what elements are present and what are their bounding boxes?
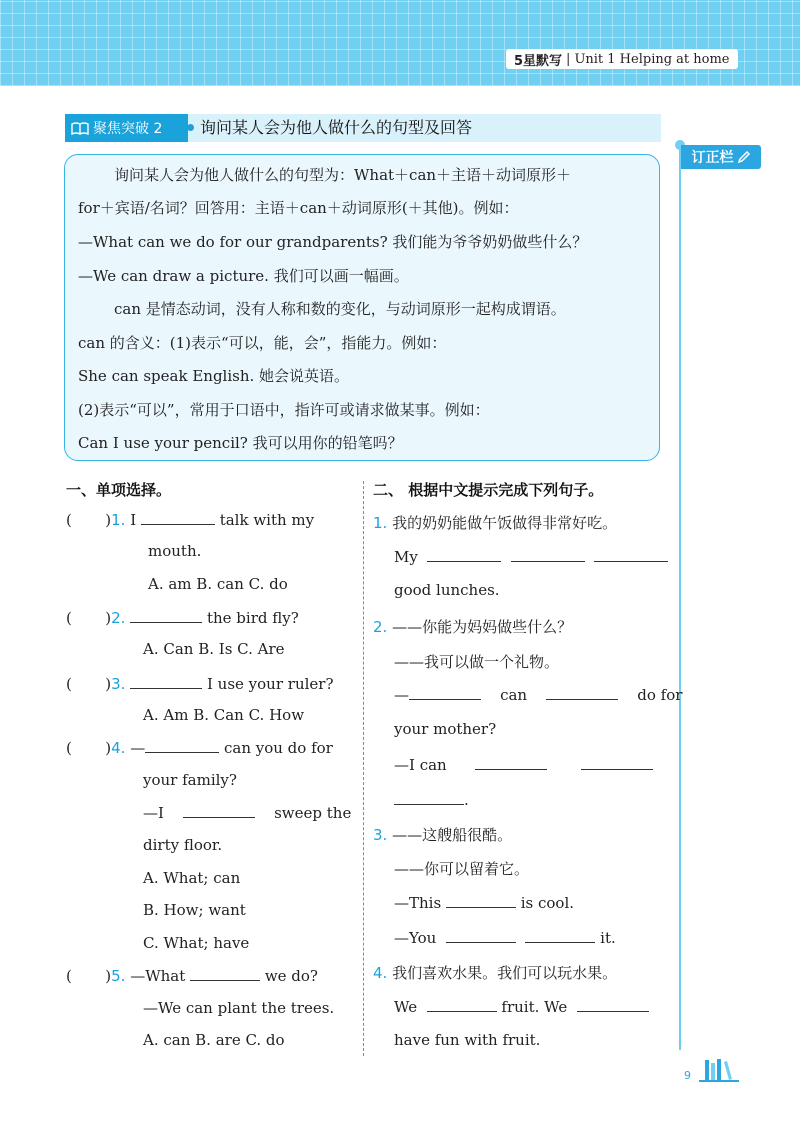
s2-q1-en-b: good lunches.	[394, 581, 500, 599]
q4-option-b: B. How; want	[143, 901, 246, 919]
s2-q4-en-a-row	[394, 997, 649, 1016]
q3-stem: I use your ruler?	[206, 675, 334, 693]
q5-number: 5.	[111, 967, 126, 985]
q5-stem-a: —What	[130, 967, 186, 985]
s2-q2-cn-b: ——我可以做一个礼物。	[394, 653, 560, 671]
answer-paren[interactable]: ( )	[66, 511, 112, 529]
q5-stem-b: we do?	[264, 967, 318, 985]
s2-q2-en-b: your mother?	[394, 720, 497, 738]
q2-stem: the bird fly?	[206, 609, 299, 627]
s2-q1-blank-2[interactable]	[511, 547, 585, 562]
q5-row	[66, 966, 318, 985]
correction-label: 订正栏	[691, 150, 734, 166]
answer-paren[interactable]: ( )	[66, 609, 112, 627]
q4-stem-c: your family?	[143, 771, 237, 789]
s2-q3-en-b-row	[394, 928, 616, 947]
s2-q2-blank-1[interactable]	[409, 685, 481, 700]
s2-q4-en-b: have fun with fruit.	[394, 1031, 541, 1049]
s2-q1-cn-row	[373, 512, 617, 533]
s2-q4-blank-2[interactable]	[577, 997, 649, 1012]
s2-q2-blank-2[interactable]	[546, 685, 618, 700]
s2-q3-cn-a: ——这艘船很酷。	[392, 826, 513, 844]
q5-blank[interactable]	[190, 966, 260, 981]
unit-title: Unit 1 Helping at home	[574, 51, 730, 67]
s2-q2-en-d-row	[394, 790, 469, 809]
q4-blank-1[interactable]	[145, 738, 219, 753]
s2-q2-en-row	[394, 685, 682, 704]
q4-stem-b: can you do for	[223, 739, 333, 757]
pencil-icon	[737, 150, 751, 164]
s2-q1-en-row	[394, 547, 668, 566]
s2-q2-en-c-row	[394, 755, 653, 774]
s2-q1-number: 1.	[373, 514, 388, 532]
header-tag	[506, 49, 738, 69]
header-separator: |	[566, 51, 571, 67]
q3-row	[66, 674, 334, 693]
q2-row	[66, 608, 299, 627]
s2-q2-blank-3[interactable]	[475, 755, 547, 770]
s2-q1-blank-3[interactable]	[594, 547, 668, 562]
s2-q2-blank-4[interactable]	[581, 755, 653, 770]
note-line-1: 询问某人会为他人做什么的句型为：What＋can＋主语＋动词原形＋	[114, 166, 572, 184]
focus-badge	[65, 114, 188, 142]
q2-blank[interactable]	[130, 608, 202, 623]
s2-q3-en-a1: —This	[394, 894, 442, 912]
page-number: 9	[684, 1069, 691, 1082]
note-line-4: —We can draw a picture. 我们可以画一幅画。	[78, 267, 409, 285]
s2-q3-cn-b: ——你可以留着它。	[394, 860, 530, 878]
note-line-8: (2)表示“可以”，常用于口语中，指许可或请求做某事。例如：	[78, 401, 490, 419]
s2-q3-number: 3.	[373, 826, 388, 844]
books-icon	[699, 1058, 739, 1082]
column-divider	[363, 481, 365, 1056]
s2-q3-en-b2: it.	[600, 929, 616, 947]
focus-dot	[187, 124, 194, 131]
s2-q1-blank-1[interactable]	[427, 547, 501, 562]
brand-label: 5星默写	[514, 53, 563, 69]
note-line-7: She can speak English. 她会说英语。	[78, 367, 350, 385]
focus-badge-label: 聚焦突破 2	[93, 121, 163, 137]
s2-q3-en-b1: —You	[394, 929, 437, 947]
s2-q3-cn-row	[373, 824, 512, 845]
q4-blank-2[interactable]	[183, 803, 255, 818]
q3-blank[interactable]	[130, 674, 202, 689]
s2-q2-period: .	[464, 791, 469, 809]
q4-row	[66, 738, 333, 757]
s2-q3-blank-3[interactable]	[525, 928, 595, 943]
note-line-2: for＋宾语/名词？回答用：主语＋can＋动词原形(＋其他)。例如：	[78, 199, 519, 217]
s2-q2-number: 2.	[373, 618, 388, 636]
correction-sidebar-line	[679, 140, 681, 1050]
q4-stem-e: dirty floor.	[143, 836, 223, 854]
q4-dialog-row	[143, 803, 351, 822]
q1-stem-c: mouth.	[148, 542, 202, 560]
s2-q2-en-a3: do for	[637, 686, 683, 704]
q1-options: A. am B. can C. do	[148, 575, 288, 593]
q2-options: A. Can B. Is C. Are	[143, 640, 285, 658]
answer-paren[interactable]: ( )	[66, 675, 112, 693]
q3-number: 3.	[111, 675, 126, 693]
s2-q3-blank-1[interactable]	[446, 893, 516, 908]
s2-q2-en-a2: can	[500, 686, 528, 704]
q3-options: A. Am B. Can C. How	[143, 706, 305, 724]
section2-title: 二、 根据中文提示完成下列句子。	[373, 481, 604, 499]
q4-stem-a: —	[130, 739, 146, 757]
q4-number: 4.	[111, 739, 126, 757]
note-line-5: can 是情态动词，没有人称和数的变化，与动词原形一起构成谓语。	[114, 300, 566, 318]
q2-number: 2.	[111, 609, 126, 627]
answer-paren[interactable]: ( )	[66, 739, 112, 757]
s2-q2-blank-5[interactable]	[394, 790, 464, 805]
note-line-6: can 的含义：(1)表示“可以，能，会”，指能力。例如：	[78, 334, 447, 352]
correction-tag	[681, 145, 761, 169]
q1-stem-b: talk with my	[219, 511, 315, 529]
s2-q4-blank-1[interactable]	[427, 997, 497, 1012]
section1-title: 一、单项选择。	[66, 481, 172, 499]
s2-q2-en-a1: —	[394, 686, 409, 704]
s2-q2-en-c: —I can	[394, 756, 447, 774]
s2-q4-cn-row	[373, 962, 617, 983]
s2-q2-cn-row	[373, 616, 572, 637]
answer-paren[interactable]: ( )	[66, 967, 112, 985]
q4-option-c: C. What; have	[143, 934, 250, 952]
s2-q4-en-a2: fruit. We	[501, 998, 568, 1016]
q1-number: 1.	[111, 511, 126, 529]
s2-q1-cn: 我的奶奶能做午饭做得非常好吃。	[392, 514, 618, 532]
s2-q4-en-a1: We	[394, 998, 418, 1016]
q4-stem-d2: sweep the	[274, 804, 352, 822]
q4-stem-d1: —I	[143, 804, 164, 822]
s2-q1-en-a: My	[394, 548, 418, 566]
book-icon	[71, 121, 89, 135]
s2-q3-en-a-row	[394, 893, 574, 912]
note-line-3: —What can we do for our grandparents? 我们能为爷爷奶奶做些什么？	[78, 233, 588, 251]
s2-q4-number: 4.	[373, 964, 388, 982]
s2-q4-cn: 我们喜欢水果。我们可以玩水果。	[392, 964, 618, 982]
q5-options: A. can B. are C. do	[143, 1031, 285, 1049]
s2-q3-en-a2: is cool.	[520, 894, 575, 912]
q1-stem-a: I	[130, 511, 137, 529]
note-line-9: Can I use your pencil? 我可以用你的铅笔吗？	[78, 434, 403, 452]
q5-stem-c: —We can plant the trees.	[143, 999, 335, 1017]
s2-q2-cn-a: ——你能为妈妈做些什么？	[392, 618, 573, 636]
focus-title: 询问某人会为他人做什么的句型及回答	[200, 118, 473, 137]
s2-q3-blank-2[interactable]	[446, 928, 516, 943]
top-banner	[0, 0, 800, 86]
q4-option-a: A. What; can	[143, 869, 241, 887]
q1-blank[interactable]	[141, 510, 215, 525]
q1-row	[66, 510, 314, 529]
